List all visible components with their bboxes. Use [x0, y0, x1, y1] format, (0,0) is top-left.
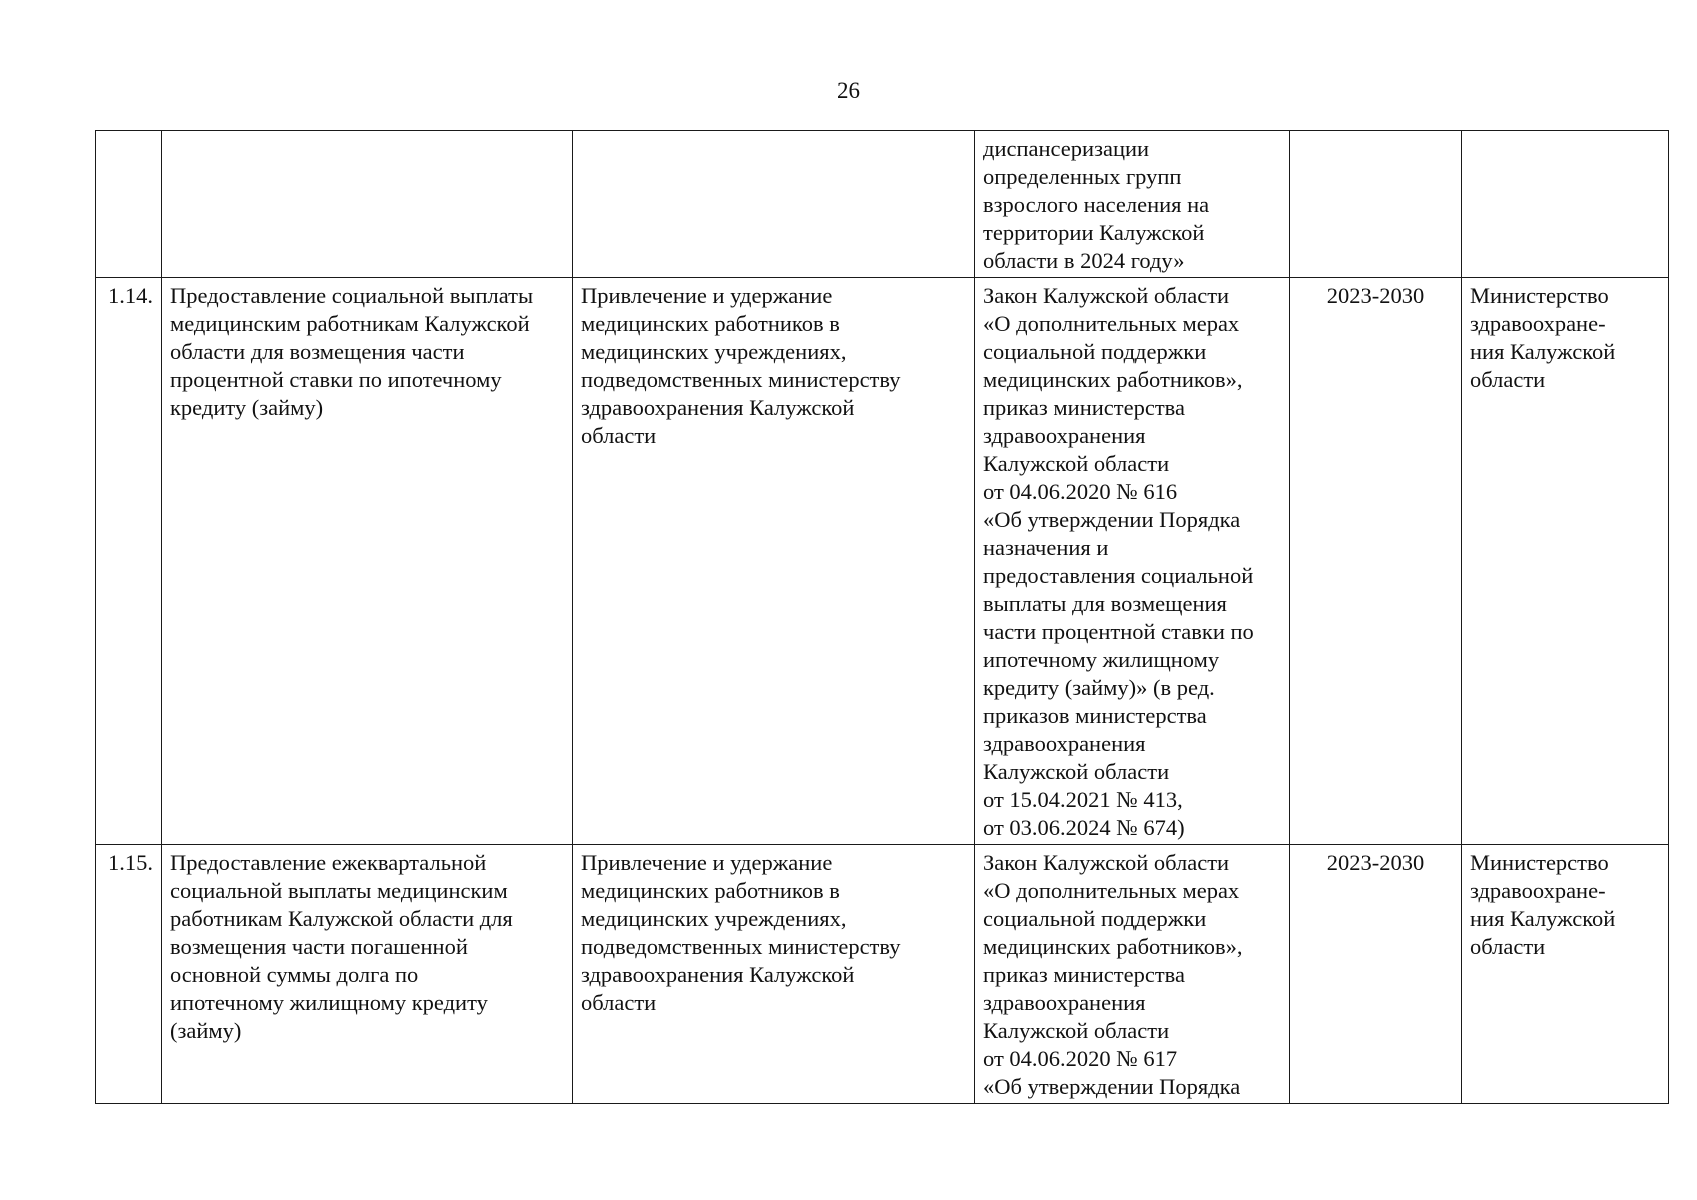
- legal-basis-cell: Закон Калужской области «О дополнительных мерах социальной поддержки медицинских работников», приказ министерства здравоохранения Калужской области от 04.06.2020 № 616 «Об утверждении Порядка назначения и предоставления социальной выплаты для возмещения части процентной ставки по ипотечному жилищному кредиту (займу)» (в ред. приказов министерства здравоохранения Калужской области от 15.04.2021 № 413, от 03.06.2024 № 674): [975, 278, 1290, 845]
- measures-table: [95, 130, 1669, 1104]
- activity-cell: [162, 131, 573, 278]
- row-number-cell: 1.15.: [96, 845, 162, 1104]
- table-row: [96, 131, 1669, 278]
- period-cell: 2023-2030: [1290, 845, 1462, 1104]
- executor-cell: Министерство здравоохране- ния Калужской области: [1462, 278, 1669, 845]
- goal-cell: Привлечение и удержание медицинских работников в медицинских учреждениях, подведомственных министерству здравоохранения Калужской области: [573, 845, 975, 1104]
- row-number-cell: [96, 131, 162, 278]
- activity-cell: Предоставление социальной выплаты медицинским работникам Калужской области для возмещения части процентной ставки по ипотечному кредиту (займу): [162, 278, 573, 845]
- goal-cell: [573, 131, 975, 278]
- legal-basis-cell: Закон Калужской области «О дополнительных мерах социальной поддержки медицинских работников», приказ министерства здравоохранения Калужской области от 04.06.2020 № 617 «Об утверждении Порядка: [975, 845, 1290, 1104]
- executor-cell: [1462, 131, 1669, 278]
- page-number: 26: [837, 78, 860, 103]
- activity-cell: Предоставление ежеквартальной социальной выплаты медицинским работникам Калужской области для возмещения части погашенной основной суммы долга по ипотечному жилищному кредиту (займу): [162, 845, 573, 1104]
- row-number-cell: 1.14.: [96, 278, 162, 845]
- table-row: [96, 845, 1669, 1104]
- executor-cell: Министерство здравоохране- ния Калужской области: [1462, 845, 1669, 1104]
- period-cell: 2023-2030: [1290, 278, 1462, 845]
- goal-cell: Привлечение и удержание медицинских работников в медицинских учреждениях, подведомственных министерству здравоохранения Калужской области: [573, 278, 975, 845]
- period-cell: [1290, 131, 1462, 278]
- table-row: [96, 278, 1669, 845]
- legal-basis-cell: диспансеризации определенных групп взрослого населения на территории Калужской области в 2024 году»: [975, 131, 1290, 278]
